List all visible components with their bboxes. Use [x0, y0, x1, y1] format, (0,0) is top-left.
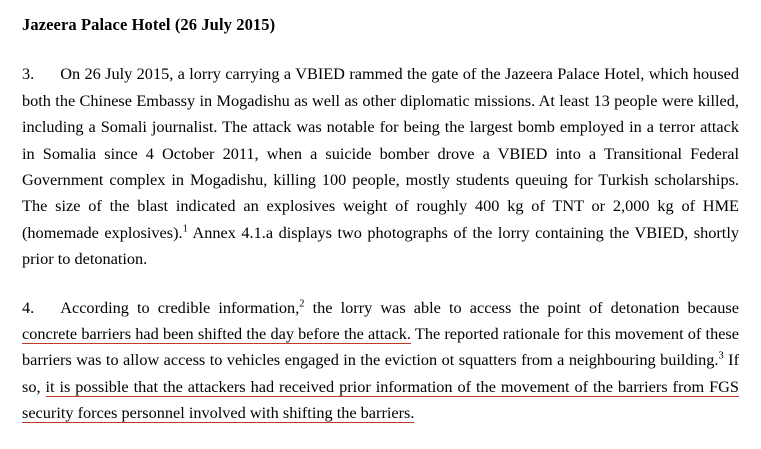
footnote-marker-1: 1 — [182, 223, 188, 235]
highlighted-text-prior-information: it is possible that the attackers had received prior information of the movement of the barriers from FGS security forces personnel involved with shifting the barriers. — [22, 376, 739, 423]
paragraph-text-cont-2: The reported rationale for this movement of these barriers was to allow access to vehicles engaged in the eviction ot squatters from a neighbouring building. — [22, 323, 739, 370]
paragraph-text-cont: the lorry was able to access the point of detonation because — [304, 297, 739, 317]
paragraph-number: 3. — [22, 64, 35, 84]
paragraph-text: According to credible information, — [60, 297, 300, 317]
paragraph-3 — [22, 61, 739, 272]
footnote-marker-2: 2 — [299, 298, 305, 310]
footnote-marker-3: 3 — [718, 350, 724, 362]
paragraph-text-cont: Annex 4.1.a displays two photographs of the lorry containing the VBIED, shortly prior to detonation. — [22, 222, 739, 269]
paragraph-text-cont-3: If so, — [22, 350, 739, 396]
highlighted-text-barriers-shifted: concrete barriers had been shifted the day before the attack. — [22, 323, 411, 343]
paragraph-4 — [22, 295, 739, 427]
paragraph-text: On 26 July 2015, a lorry carrying a VBIED rammed the gate of the Jazeera Palace Hotel, which housed both the Chinese Embassy in Mogadishu as well as other diplomatic missions. At least 13 people were killed, including a Somali journalist. The attack was notable for being the largest bomb employed in a terror attack in Somalia since 4 October 2011, when a suicide bomber drove a VBIED into a Transitional Federal Government complex in Mogadishu, killing 100 people, mostly students queuing for Turkish scholarships. The size of the blast indicated an explosives weight of roughly 400 kg of TNT or 2,000 kg of HME (homemade explosives). — [22, 64, 739, 242]
page-title: Jazeera Palace Hotel (26 July 2015) — [22, 15, 276, 34]
paragraph-number: 4. — [22, 297, 35, 317]
